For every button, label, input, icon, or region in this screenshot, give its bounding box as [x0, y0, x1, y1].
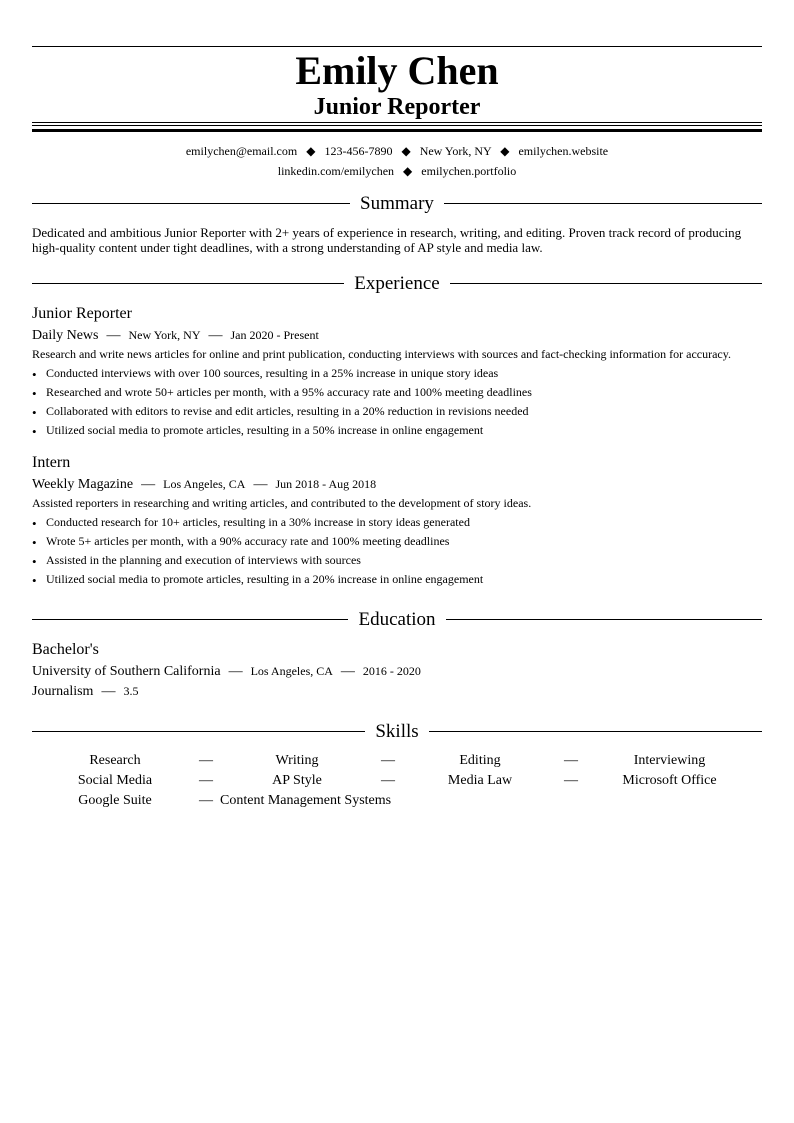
website-link[interactable]: emilychen.website — [518, 144, 609, 158]
skill-separator: — — [381, 753, 395, 768]
skills-grid — [32, 751, 762, 811]
job-role: Junior Reporter — [32, 305, 132, 322]
list-item: • Wrote 5+ articles per month, with a 90% accuracy rate and 100% meeting deadlines — [32, 532, 762, 551]
major-line — [32, 682, 138, 701]
skills-row — [32, 791, 762, 811]
portfolio-link[interactable]: emilychen.portfolio — [421, 164, 517, 178]
skill-item: Microsoft Office — [622, 773, 717, 788]
linkedin-link[interactable]: linkedin.com/emilychen — [277, 164, 395, 178]
dash: — — [141, 477, 156, 492]
section-title: Experience — [344, 273, 449, 294]
skill-item: Media Law — [447, 773, 513, 788]
dash: — — [340, 664, 355, 679]
skill-separator: — — [199, 753, 213, 768]
skill-item: Research — [89, 753, 141, 768]
diamond-icon: ◆ — [403, 164, 413, 178]
dash: — — [208, 328, 223, 343]
degree: Bachelor's — [32, 641, 99, 658]
contact-line-2 — [32, 163, 762, 179]
list-item: • Utilized social media to promote articles, resulting in a 50% increase in online engagement — [32, 421, 762, 440]
skill-item: Editing — [459, 753, 501, 768]
major: Journalism — [32, 684, 94, 699]
skills-row — [32, 771, 762, 791]
education-heading — [32, 608, 762, 632]
gpa: 3.5 — [123, 684, 139, 698]
section-title: Summary — [350, 193, 444, 214]
contact-line-1 — [32, 143, 762, 159]
skill-item: Content Management Systems — [220, 793, 392, 808]
job-location: Los Angeles, CA — [163, 477, 246, 491]
dash: — — [228, 664, 243, 679]
top-rule — [32, 46, 762, 47]
skill-item: Social Media — [77, 773, 153, 788]
summary-text: Dedicated and ambitious Junior Reporter with 2+ years of experience in research, writing, and editing. Proven track record of producing high-quality content under tight deadlines, with a strong understanding of AP style and media law. — [32, 225, 742, 255]
skill-separator: — — [564, 773, 578, 788]
dash: — — [253, 477, 268, 492]
skill-item: Google Suite — [78, 793, 152, 808]
header-rule — [32, 122, 762, 123]
skill-item: Writing — [275, 753, 319, 768]
job-org-line — [32, 475, 376, 494]
skill-separator: — — [564, 753, 578, 768]
email: emilychen@email.com — [185, 144, 298, 158]
diamond-icon: ◆ — [500, 144, 510, 158]
dash: — — [101, 684, 116, 699]
skill-item: AP Style — [272, 773, 322, 788]
job-description: Research and write news articles for online and print publication, conducting interviews with sources and fact-checking information for accuracy. — [32, 347, 731, 361]
job-bullets — [32, 364, 762, 440]
school-location: Los Angeles, CA — [250, 664, 333, 678]
location: New York, NY — [419, 144, 492, 158]
job-description: Assisted reporters in researching and writing articles, and contributed to the development of story ideas. — [32, 496, 532, 510]
list-item: • Utilized social media to promote articles, resulting in a 20% increase in online engagement — [32, 570, 762, 589]
diamond-icon: ◆ — [306, 144, 316, 158]
list-item: • Conducted interviews with over 100 sources, resulting in a 25% increase in unique story ideas — [32, 364, 762, 383]
job-dates: Jan 2020 - Present — [230, 328, 319, 342]
candidate-name: Emily Chen — [295, 48, 499, 93]
skill-separator: — — [199, 793, 213, 808]
skill-item: Interviewing — [633, 753, 706, 768]
phone: 123-456-7890 — [324, 144, 393, 158]
skills-row — [32, 751, 762, 771]
dash: — — [106, 328, 121, 343]
job-location: New York, NY — [128, 328, 201, 342]
job-org-line — [32, 326, 319, 345]
candidate-title: Junior Reporter — [313, 94, 481, 120]
job-bullets — [32, 513, 762, 589]
experience-heading — [32, 272, 762, 296]
header-rule — [32, 125, 762, 126]
list-item: • Assisted in the planning and execution of interviews with sources — [32, 551, 762, 570]
skill-separator: — — [381, 773, 395, 788]
school-dates: 2016 - 2020 — [362, 664, 421, 678]
job-dates: Jun 2018 - Aug 2018 — [275, 477, 377, 491]
header-rule-thick — [32, 129, 762, 132]
school-line — [32, 662, 421, 681]
section-title: Education — [348, 609, 445, 630]
list-item: • Collaborated with editors to revise and edit articles, resulting in a 20% reduction in revisions needed — [32, 402, 762, 421]
skills-heading — [32, 720, 762, 744]
job-company: Daily News — [32, 328, 99, 343]
summary-heading — [32, 192, 762, 216]
job-company: Weekly Magazine — [32, 477, 134, 492]
school-name: University of Southern California — [32, 664, 221, 679]
list-item: • Conducted research for 10+ articles, resulting in a 30% increase in story ideas generated — [32, 513, 762, 532]
section-title: Skills — [365, 721, 428, 742]
skill-separator: — — [199, 773, 213, 788]
list-item: • Researched and wrote 50+ articles per month, with a 95% accuracy rate and 100% meeting deadlines — [32, 383, 762, 402]
job-role: Intern — [32, 454, 71, 471]
diamond-icon: ◆ — [401, 144, 411, 158]
